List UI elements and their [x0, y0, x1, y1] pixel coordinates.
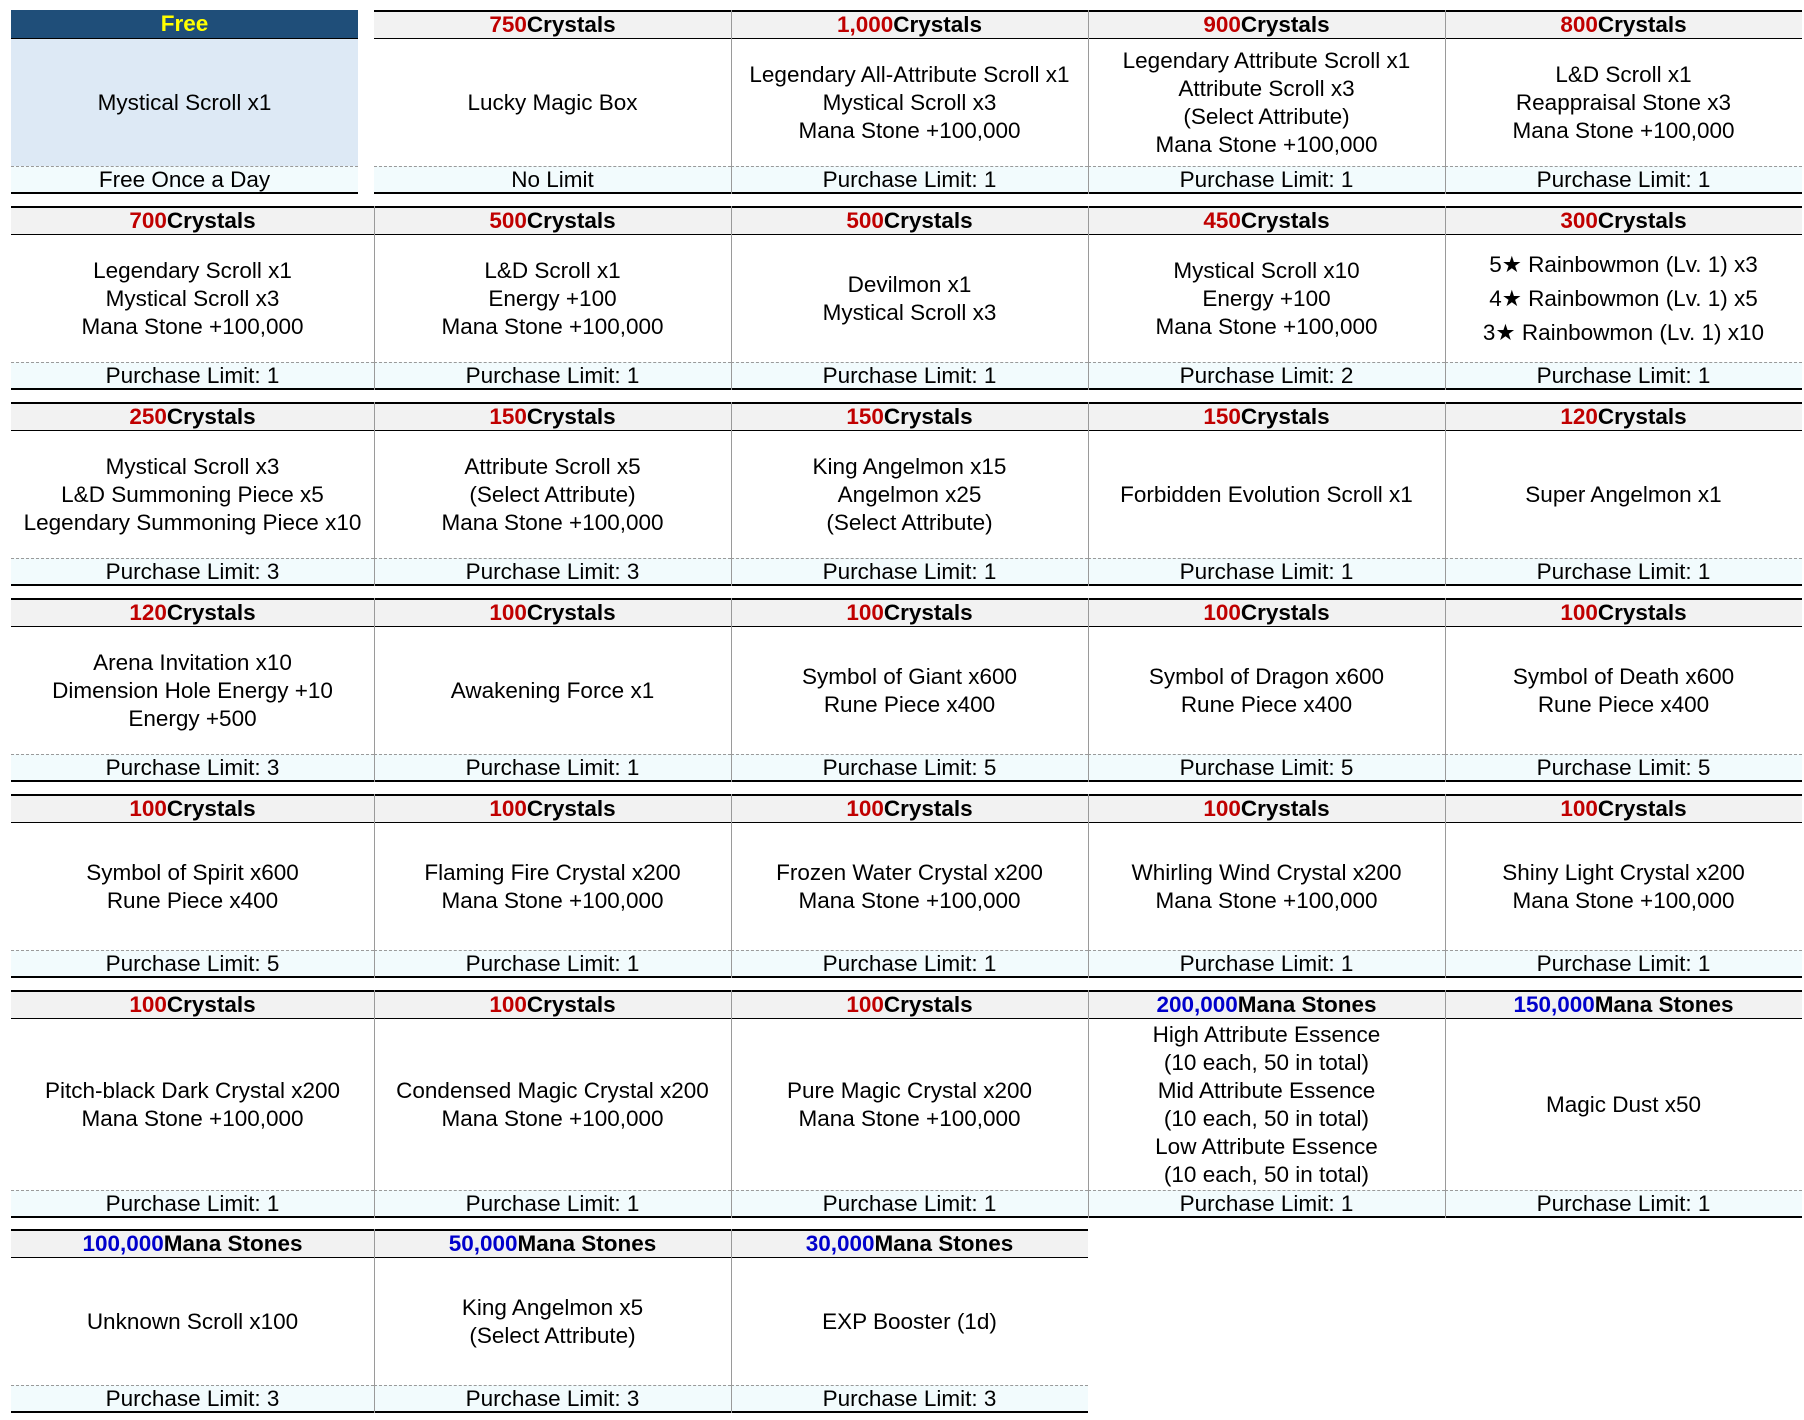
package-item: (Select Attribute) — [1183, 103, 1350, 129]
package-price-header — [1445, 794, 1802, 822]
package-price-header — [1445, 598, 1802, 626]
package-item: Super Angelmon x1 — [1525, 481, 1722, 507]
package-item: (Select Attribute) — [469, 1322, 636, 1348]
package-item: (10 each, 50 in total) — [1163, 1105, 1370, 1131]
package-price-header — [1445, 402, 1802, 430]
package-item: Whirling Wind Crystal x200 — [1131, 859, 1402, 885]
price-amount: 800 — [1560, 12, 1598, 37]
purchase-limit: Purchase Limit: 3 — [731, 1385, 1088, 1413]
package-price-header — [374, 206, 731, 234]
package-price-header — [731, 10, 1088, 38]
price-currency: Crystals — [1240, 404, 1330, 429]
price-currency: Crystals — [1597, 12, 1687, 37]
column-divider — [1088, 402, 1089, 586]
package-contents — [731, 430, 1088, 558]
package-contents — [731, 38, 1088, 166]
package-item: Legendary Summoning Piece x10 — [23, 509, 362, 535]
price-currency: Crystals — [1240, 12, 1330, 37]
package-contents — [1445, 430, 1802, 558]
package-price-header — [1088, 206, 1445, 234]
price-currency: Mana Stones — [517, 1231, 657, 1256]
column-divider — [731, 990, 732, 1218]
package-contents — [1088, 38, 1445, 166]
purchase-limit: Purchase Limit: 1 — [1088, 1190, 1445, 1218]
purchase-limit: Purchase Limit: 1 — [1445, 166, 1802, 194]
purchase-limit: Purchase Limit: 1 — [1088, 950, 1445, 978]
package-price-header — [731, 794, 1088, 822]
purchase-limit: Purchase Limit: 3 — [11, 754, 374, 782]
package-contents — [1088, 430, 1445, 558]
package-price-header — [1088, 598, 1445, 626]
price-currency: Crystals — [883, 600, 973, 625]
package-item: Mystical Scroll x3 — [822, 299, 997, 325]
package-price-header — [374, 990, 731, 1018]
price-currency: Crystals — [1597, 208, 1687, 233]
package-item: Awakening Force x1 — [450, 677, 655, 703]
package-price-header — [374, 402, 731, 430]
package-price-header — [11, 10, 358, 38]
price-amount: 150 — [1203, 404, 1241, 429]
package-price-header — [1088, 10, 1445, 38]
package-item: Attribute Scroll x3 — [1178, 75, 1355, 101]
package-contents — [11, 234, 374, 362]
package-contents — [731, 1257, 1088, 1385]
price-currency: Crystals — [1597, 600, 1687, 625]
package-item: Energy +500 — [128, 705, 257, 731]
price-currency: Crystals — [526, 796, 616, 821]
price-currency: Mana Stones — [874, 1231, 1014, 1256]
package-item: Symbol of Death x600 — [1512, 663, 1735, 689]
package-price-header — [731, 402, 1088, 430]
package-item: Legendary Attribute Scroll x1 — [1122, 47, 1411, 73]
package-item: Mystical Scroll x1 — [97, 89, 272, 115]
package-item: L&D Summoning Piece x5 — [61, 481, 324, 507]
purchase-limit: Purchase Limit: 3 — [11, 1385, 374, 1413]
package-contents — [731, 822, 1088, 950]
package-contents — [374, 1018, 731, 1190]
purchase-limit: Purchase Limit: 3 — [11, 558, 374, 586]
purchase-limit: Purchase Limit: 1 — [1445, 558, 1802, 586]
price-amount: 700 — [129, 208, 167, 233]
purchase-limit: Free Once a Day — [11, 166, 358, 194]
package-price-header — [11, 402, 374, 430]
package-item: Mana Stone +100,000 — [798, 117, 1021, 143]
price-amount: Free — [160, 11, 209, 36]
package-price-header — [1445, 990, 1802, 1018]
package-item: High Attribute Essence — [1152, 1021, 1381, 1047]
price-currency: Mana Stones — [1594, 992, 1734, 1017]
price-amount: 450 — [1203, 208, 1241, 233]
package-item: Mana Stone +100,000 — [441, 313, 664, 339]
package-item: (10 each, 50 in total) — [1163, 1161, 1370, 1187]
package-price-header — [731, 598, 1088, 626]
purchase-limit: Purchase Limit: 5 — [1088, 754, 1445, 782]
price-amount: 100 — [129, 992, 167, 1017]
price-currency: Crystals — [166, 600, 256, 625]
package-item: Symbol of Giant x600 — [801, 663, 1018, 689]
package-price-header — [11, 794, 374, 822]
price-amount: 50,000 — [448, 1231, 518, 1256]
column-divider — [374, 990, 375, 1218]
purchase-limit: Purchase Limit: 1 — [374, 950, 731, 978]
price-currency: Crystals — [883, 796, 973, 821]
package-contents — [1088, 234, 1445, 362]
price-amount: 150 — [846, 404, 884, 429]
package-item: Mana Stone +100,000 — [1155, 313, 1378, 339]
package-item: Mana Stone +100,000 — [441, 509, 664, 535]
package-item: Mana Stone +100,000 — [798, 1105, 1021, 1131]
package-item: Rune Piece x400 — [1537, 691, 1710, 717]
package-item: Devilmon x1 — [847, 271, 972, 297]
package-price-header — [1445, 10, 1802, 38]
price-currency: Crystals — [166, 796, 256, 821]
package-contents — [1445, 626, 1802, 754]
column-divider — [1445, 206, 1446, 390]
package-contents — [374, 38, 731, 166]
purchase-limit: Purchase Limit: 1 — [11, 362, 374, 390]
package-item: Forbidden Evolution Scroll x1 — [1120, 481, 1413, 507]
price-amount: 100 — [846, 796, 884, 821]
price-currency: Crystals — [1240, 796, 1330, 821]
column-divider — [731, 1229, 732, 1413]
package-item: Mana Stone +100,000 — [441, 1105, 664, 1131]
price-currency: Crystals — [1240, 600, 1330, 625]
price-amount: 100 — [129, 796, 167, 821]
price-amount: 100,000 — [82, 1231, 164, 1256]
column-divider — [1445, 402, 1446, 586]
package-item: Rune Piece x400 — [106, 887, 279, 913]
package-item: 3★ Rainbowmon (Lv. 1) x10 — [1482, 319, 1765, 345]
package-contents — [374, 626, 731, 754]
package-item: Shiny Light Crystal x200 — [1502, 859, 1745, 885]
package-item: Lucky Magic Box — [467, 89, 638, 115]
package-item: King Angelmon x5 — [461, 1294, 644, 1320]
price-amount: 30,000 — [805, 1231, 875, 1256]
package-contents — [11, 1257, 374, 1385]
package-price-header — [374, 598, 731, 626]
column-divider — [374, 794, 375, 978]
package-item: Legendary All-Attribute Scroll x1 — [749, 61, 1070, 87]
column-divider — [731, 402, 732, 586]
column-divider — [374, 1229, 375, 1413]
package-price-header — [11, 1229, 374, 1257]
price-amount: 100 — [1203, 600, 1241, 625]
price-amount: 750 — [489, 12, 527, 37]
package-item: Energy +100 — [1202, 285, 1331, 311]
column-divider — [1445, 10, 1446, 194]
package-item: 5★ Rainbowmon (Lv. 1) x3 — [1489, 251, 1758, 277]
price-amount: 100 — [1560, 600, 1598, 625]
package-item: (10 each, 50 in total) — [1163, 1049, 1370, 1075]
purchase-limit: Purchase Limit: 1 — [374, 1190, 731, 1218]
package-contents — [11, 430, 374, 558]
price-amount: 100 — [846, 992, 884, 1017]
price-amount: 1,000 — [836, 12, 894, 37]
package-contents — [374, 822, 731, 950]
column-divider — [731, 598, 732, 782]
package-contents — [374, 430, 731, 558]
package-item: Dimension Hole Energy +10 — [52, 677, 333, 703]
purchase-limit: Purchase Limit: 1 — [1088, 166, 1445, 194]
package-item: (Select Attribute) — [826, 509, 993, 535]
price-amount: 100 — [489, 600, 527, 625]
package-item: EXP Booster (1d) — [822, 1308, 997, 1334]
package-item: Arena Invitation x10 — [93, 649, 292, 675]
purchase-limit: Purchase Limit: 3 — [374, 558, 731, 586]
purchase-limit: Purchase Limit: 1 — [1445, 950, 1802, 978]
price-currency: Crystals — [883, 992, 973, 1017]
package-item: Mystical Scroll x10 — [1173, 257, 1360, 283]
package-price-header — [374, 1229, 731, 1257]
package-contents — [1445, 38, 1802, 166]
price-amount: 250 — [129, 404, 167, 429]
package-item: Mana Stone +100,000 — [1155, 887, 1378, 913]
purchase-limit: Purchase Limit: 5 — [731, 754, 1088, 782]
package-price-header — [731, 990, 1088, 1018]
price-amount: 100 — [489, 992, 527, 1017]
column-divider — [1088, 794, 1089, 978]
package-contents — [1445, 1018, 1802, 1190]
package-item: Energy +100 — [488, 285, 617, 311]
package-item: Reappraisal Stone x3 — [1515, 89, 1732, 115]
package-item: Mid Attribute Essence — [1157, 1077, 1376, 1103]
price-amount: 300 — [1560, 208, 1598, 233]
package-item: Frozen Water Crystal x200 — [776, 859, 1043, 885]
purchase-limit: Purchase Limit: 1 — [1088, 558, 1445, 586]
package-item: Rune Piece x400 — [1180, 691, 1353, 717]
price-currency: Crystals — [893, 12, 983, 37]
purchase-limit: Purchase Limit: 1 — [1445, 362, 1802, 390]
column-divider — [374, 402, 375, 586]
package-contents — [374, 234, 731, 362]
price-amount: 500 — [489, 208, 527, 233]
package-item: King Angelmon x15 — [812, 453, 1007, 479]
purchase-limit: Purchase Limit: 1 — [374, 754, 731, 782]
package-item: 4★ Rainbowmon (Lv. 1) x5 — [1489, 285, 1758, 311]
purchase-limit: Purchase Limit: 1 — [731, 950, 1088, 978]
price-currency: Crystals — [166, 404, 256, 429]
package-contents — [731, 1018, 1088, 1190]
package-price-header — [1088, 990, 1445, 1018]
column-divider — [1088, 990, 1089, 1218]
column-divider — [1445, 794, 1446, 978]
package-item: Mystical Scroll x3 — [822, 89, 997, 115]
package-item: (Select Attribute) — [469, 481, 636, 507]
purchase-limit: Purchase Limit: 1 — [731, 362, 1088, 390]
price-currency: Crystals — [166, 992, 256, 1017]
package-item: Legendary Scroll x1 — [93, 257, 292, 283]
package-item: Condensed Magic Crystal x200 — [396, 1077, 709, 1103]
package-item: Angelmon x25 — [837, 481, 982, 507]
purchase-limit: Purchase Limit: 1 — [374, 362, 731, 390]
package-price-header — [731, 206, 1088, 234]
package-price-header — [1445, 206, 1802, 234]
package-contents — [11, 38, 358, 166]
package-item: Mystical Scroll x3 — [105, 453, 280, 479]
price-currency: Mana Stones — [1237, 992, 1377, 1017]
column-divider — [731, 794, 732, 978]
price-amount: 200,000 — [1156, 992, 1238, 1017]
package-item: Pitch-black Dark Crystal x200 — [44, 1077, 341, 1103]
package-price-header — [11, 206, 374, 234]
column-divider — [1088, 206, 1089, 390]
package-item: Pure Magic Crystal x200 — [786, 1077, 1033, 1103]
price-currency: Crystals — [526, 208, 616, 233]
price-currency: Crystals — [883, 404, 973, 429]
column-divider — [1445, 598, 1446, 782]
package-contents — [1088, 626, 1445, 754]
price-amount: 900 — [1203, 12, 1241, 37]
package-contents — [731, 234, 1088, 362]
price-currency: Mana Stones — [163, 1231, 303, 1256]
column-divider — [1445, 990, 1446, 1218]
package-contents — [11, 822, 374, 950]
package-item: Symbol of Spirit x600 — [86, 859, 299, 885]
package-price-header — [11, 598, 374, 626]
price-amount: 150 — [489, 404, 527, 429]
purchase-limit: Purchase Limit: 1 — [731, 558, 1088, 586]
package-item: Mana Stone +100,000 — [81, 313, 304, 339]
package-contents — [11, 626, 374, 754]
price-amount: 120 — [1560, 404, 1598, 429]
price-currency: Crystals — [526, 12, 616, 37]
column-divider — [731, 10, 732, 194]
price-amount: 100 — [1560, 796, 1598, 821]
package-price-header — [1088, 794, 1445, 822]
package-price-header — [731, 1229, 1088, 1257]
package-item: Low Attribute Essence — [1155, 1133, 1378, 1159]
price-currency: Crystals — [1597, 796, 1687, 821]
price-amount: 100 — [489, 796, 527, 821]
package-contents — [731, 626, 1088, 754]
price-amount: 150,000 — [1513, 992, 1595, 1017]
package-price-header — [374, 794, 731, 822]
purchase-limit: Purchase Limit: 2 — [1088, 362, 1445, 390]
column-divider — [374, 598, 375, 782]
column-divider — [731, 206, 732, 390]
package-item: Mystical Scroll x3 — [105, 285, 280, 311]
package-price-header — [11, 990, 374, 1018]
package-item: Mana Stone +100,000 — [1155, 131, 1378, 157]
column-divider — [1088, 598, 1089, 782]
purchase-limit: Purchase Limit: 1 — [731, 1190, 1088, 1218]
price-amount: 120 — [129, 600, 167, 625]
package-contents — [1088, 822, 1445, 950]
package-item: Mana Stone +100,000 — [798, 887, 1021, 913]
purchase-limit: Purchase Limit: 5 — [11, 950, 374, 978]
package-contents — [11, 1018, 374, 1190]
purchase-limit: Purchase Limit: 1 — [1445, 1190, 1802, 1218]
package-contents — [1088, 1018, 1445, 1190]
purchase-limit: Purchase Limit: 3 — [374, 1385, 731, 1413]
purchase-limit: Purchase Limit: 1 — [731, 166, 1088, 194]
package-item: Mana Stone +100,000 — [1512, 117, 1735, 143]
package-contents — [374, 1257, 731, 1385]
purchase-limit: Purchase Limit: 5 — [1445, 754, 1802, 782]
price-amount: 500 — [846, 208, 884, 233]
package-item: Magic Dust x50 — [1545, 1091, 1702, 1117]
package-contents — [1445, 822, 1802, 950]
purchase-limit: Purchase Limit: 1 — [11, 1190, 374, 1218]
package-item: Symbol of Dragon x600 — [1148, 663, 1385, 689]
package-price-header — [374, 10, 731, 38]
price-currency: Crystals — [1240, 208, 1330, 233]
package-item: Attribute Scroll x5 — [464, 453, 641, 479]
package-item: L&D Scroll x1 — [1555, 61, 1692, 87]
package-item: L&D Scroll x1 — [484, 257, 621, 283]
price-currency: Crystals — [526, 404, 616, 429]
package-item: Mana Stone +100,000 — [81, 1105, 304, 1131]
package-item: Unknown Scroll x100 — [86, 1308, 299, 1334]
column-divider — [374, 206, 375, 390]
package-item: Mana Stone +100,000 — [441, 887, 664, 913]
purchase-limit: No Limit — [374, 166, 731, 194]
price-currency: Crystals — [883, 208, 973, 233]
package-item: Flaming Fire Crystal x200 — [424, 859, 681, 885]
price-amount: 100 — [1203, 796, 1241, 821]
package-contents — [1445, 234, 1802, 362]
price-currency: Crystals — [166, 208, 256, 233]
price-currency: Crystals — [1597, 404, 1687, 429]
package-item: Rune Piece x400 — [823, 691, 996, 717]
column-divider — [1088, 10, 1089, 194]
package-item: Mana Stone +100,000 — [1512, 887, 1735, 913]
package-price-header — [1088, 402, 1445, 430]
price-currency: Crystals — [526, 992, 616, 1017]
price-amount: 100 — [846, 600, 884, 625]
price-currency: Crystals — [526, 600, 616, 625]
